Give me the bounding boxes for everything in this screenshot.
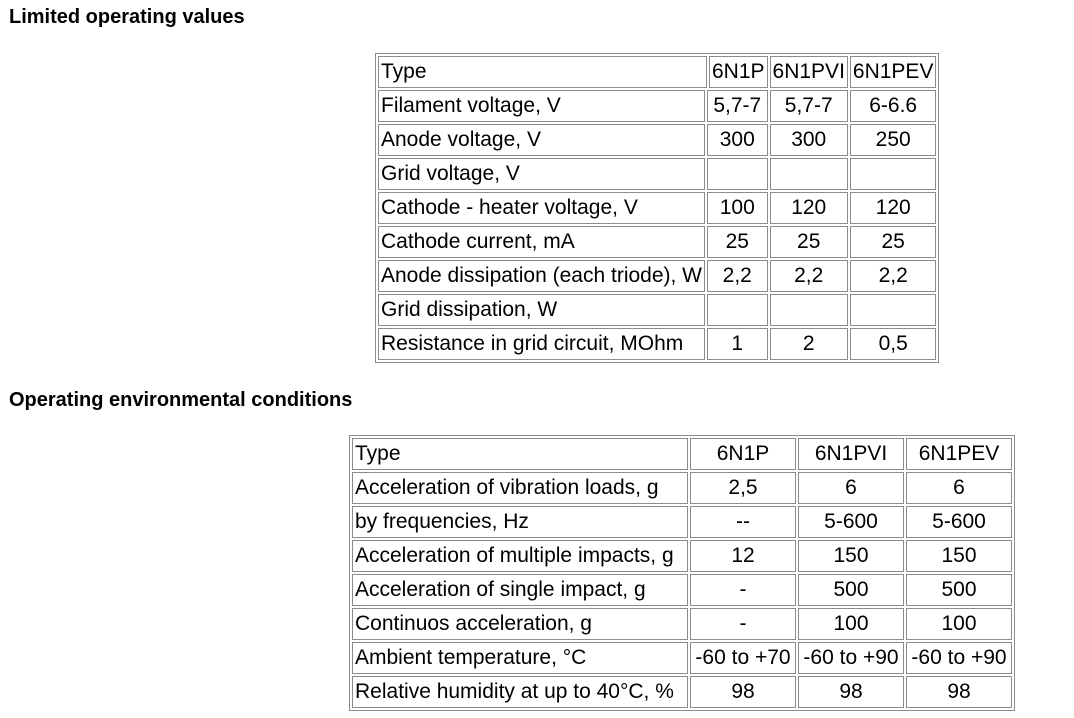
row-label: Cathode - heater voltage, V	[378, 192, 705, 224]
row-label: Filament voltage, V	[378, 90, 705, 122]
value-6n1pev: 25	[850, 226, 937, 258]
value-6n1p: 25	[707, 226, 768, 258]
type-6n1p-header: 6N1P	[690, 438, 796, 470]
value-6n1pev: 2,2	[850, 260, 937, 292]
value-6n1pev: 6-6.6	[850, 90, 937, 122]
value-6n1pvi: 5-600	[798, 506, 904, 538]
row-label: Resistance in grid circuit, MOhm	[378, 328, 705, 360]
value-6n1p	[707, 294, 768, 326]
value-6n1pev	[850, 158, 937, 190]
row-label: Acceleration of single impact, g	[352, 574, 688, 606]
row-label: Continuos acceleration, g	[352, 608, 688, 640]
value-6n1pvi: 120	[770, 192, 848, 224]
value-6n1pvi: -60 to +90	[798, 642, 904, 674]
value-6n1pev: -60 to +90	[906, 642, 1012, 674]
value-6n1p: 1	[707, 328, 768, 360]
type-6n1pev-header: 6N1PEV	[906, 438, 1012, 470]
value-6n1pvi	[770, 158, 848, 190]
table-row	[352, 506, 1012, 538]
value-6n1pev: 150	[906, 540, 1012, 572]
table-row	[352, 608, 1012, 640]
row-label: Anode voltage, V	[378, 124, 705, 156]
row-label: Acceleration of multiple impacts, g	[352, 540, 688, 572]
value-6n1p: 12	[690, 540, 796, 572]
table-header-row	[378, 56, 936, 88]
value-6n1pvi: 98	[798, 676, 904, 708]
table-row	[352, 540, 1012, 572]
value-6n1pvi: 100	[798, 608, 904, 640]
table-row	[378, 260, 936, 292]
value-6n1pev: 500	[906, 574, 1012, 606]
row-label: by frequencies, Hz	[352, 506, 688, 538]
value-6n1pvi: 2	[770, 328, 848, 360]
value-6n1p: -	[690, 608, 796, 640]
value-6n1pvi: 150	[798, 540, 904, 572]
value-6n1pev: 6	[906, 472, 1012, 504]
table-row	[378, 226, 936, 258]
table-row	[378, 124, 936, 156]
value-6n1pvi: 6	[798, 472, 904, 504]
value-6n1pvi: 2,2	[770, 260, 848, 292]
operating-environmental-conditions-table	[349, 435, 1015, 711]
value-6n1p: 5,7-7	[707, 90, 768, 122]
value-6n1pev: 250	[850, 124, 937, 156]
row-label: Cathode current, mA	[378, 226, 705, 258]
table-row	[352, 676, 1012, 708]
table-row	[378, 294, 936, 326]
value-6n1pvi: 5,7-7	[770, 90, 848, 122]
value-6n1p: -	[690, 574, 796, 606]
row-label: Acceleration of vibration loads, g	[352, 472, 688, 504]
type-6n1pev-header: 6N1PEV	[850, 56, 937, 88]
row-label: Grid dissipation, W	[378, 294, 705, 326]
table-header-row	[352, 438, 1012, 470]
value-6n1p: 100	[707, 192, 768, 224]
value-6n1p	[707, 158, 768, 190]
value-6n1p: 300	[707, 124, 768, 156]
value-6n1pev: 5-600	[906, 506, 1012, 538]
value-6n1pev: 120	[850, 192, 937, 224]
type-6n1p-header: 6N1P	[709, 56, 768, 88]
value-6n1pvi: 300	[770, 124, 848, 156]
type-6n1pvi-header: 6N1PVI	[798, 438, 904, 470]
row-label: Anode dissipation (each triode), W	[378, 260, 705, 292]
value-6n1pev: 100	[906, 608, 1012, 640]
value-6n1pev: 98	[906, 676, 1012, 708]
value-6n1p: 2,5	[690, 472, 796, 504]
value-6n1p: --	[690, 506, 796, 538]
row-label: Ambient temperature, °C	[352, 642, 688, 674]
table-row	[378, 158, 936, 190]
table-row	[378, 90, 936, 122]
table-row	[378, 192, 936, 224]
value-6n1pev: 0,5	[850, 328, 937, 360]
row-label: Grid voltage, V	[378, 158, 705, 190]
operating-environmental-conditions-heading: Operating environmental conditions	[9, 389, 353, 411]
type-6n1pvi-header: 6N1PVI	[770, 56, 848, 88]
table-row	[352, 642, 1012, 674]
type-header-cell: Type	[378, 56, 707, 88]
value-6n1p: 98	[690, 676, 796, 708]
table-row	[378, 328, 936, 360]
limited-operating-values-table	[375, 53, 939, 363]
value-6n1pvi: 25	[770, 226, 848, 258]
limited-operating-values-heading: Limited operating values	[9, 6, 245, 28]
value-6n1pvi: 500	[798, 574, 904, 606]
value-6n1p: -60 to +70	[690, 642, 796, 674]
table-row	[352, 574, 1012, 606]
table-row	[352, 472, 1012, 504]
row-label: Relative humidity at up to 40°C, %	[352, 676, 688, 708]
value-6n1pev	[850, 294, 937, 326]
value-6n1pvi	[770, 294, 848, 326]
type-header-cell: Type	[352, 438, 688, 470]
value-6n1p: 2,2	[707, 260, 768, 292]
